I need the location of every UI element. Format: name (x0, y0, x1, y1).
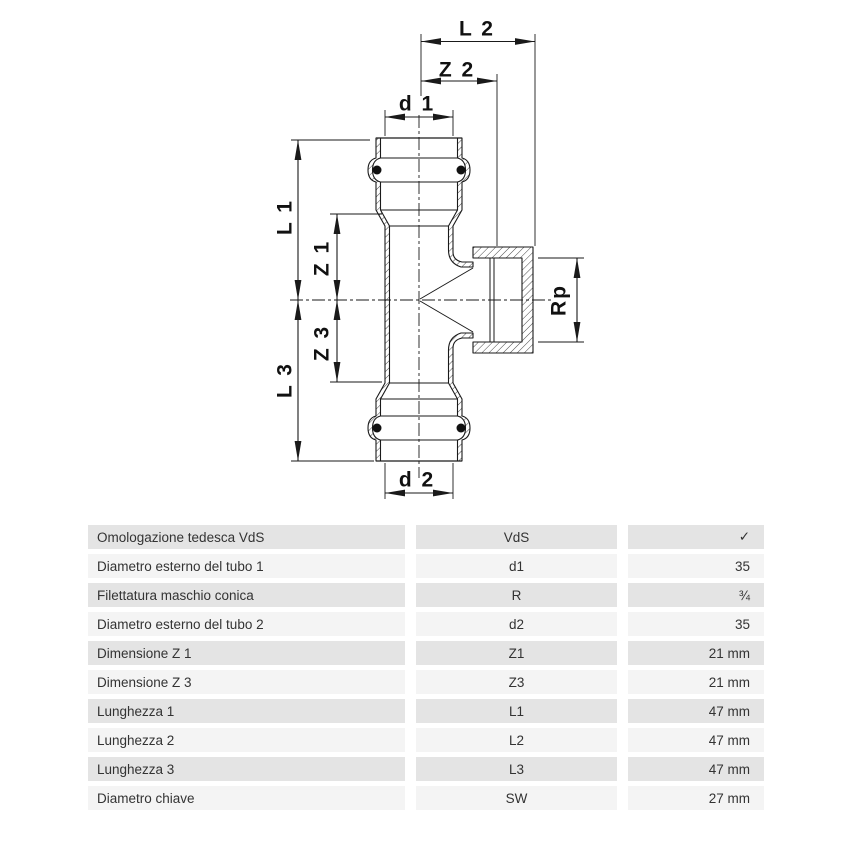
row-value: 27 mm (628, 786, 764, 810)
table-row (88, 554, 764, 578)
row-symbol: Z1 (416, 641, 617, 665)
table-row (88, 641, 764, 665)
row-label: Lunghezza 2 (88, 728, 405, 752)
row-label: Lunghezza 3 (88, 757, 405, 781)
right-wall-lower (449, 333, 474, 461)
label-d1: d 1 (398, 92, 436, 116)
row-symbol: R (416, 583, 617, 607)
label-z1: Z 1 (310, 239, 334, 277)
row-symbol: L1 (416, 699, 617, 723)
label-rp: Rp (547, 284, 571, 316)
label-l2: L 2 (459, 17, 495, 41)
label-z3: Z 3 (310, 324, 334, 362)
left-wall (368, 138, 390, 461)
row-label: Omologazione tedesca VdS (88, 525, 405, 549)
row-value: 35 (628, 554, 764, 578)
row-value: ¾ (628, 583, 764, 607)
table-row (88, 699, 764, 723)
row-label: Diametro esterno del tubo 1 (88, 554, 405, 578)
table-row (88, 786, 764, 810)
row-value: 47 mm (628, 728, 764, 752)
row-label: Dimensione Z 3 (88, 670, 405, 694)
row-label: Filettatura maschio conica (88, 583, 405, 607)
row-label: Diametro esterno del tubo 2 (88, 612, 405, 636)
row-label: Dimensione Z 1 (88, 641, 405, 665)
oring-bottom-right (457, 424, 466, 433)
table-row (88, 670, 764, 694)
label-l3: L 3 (273, 362, 297, 398)
row-symbol: Z3 (416, 670, 617, 694)
row-symbol: SW (416, 786, 617, 810)
row-symbol: VdS (416, 525, 617, 549)
row-symbol: d1 (416, 554, 617, 578)
row-label: Lunghezza 1 (88, 699, 405, 723)
table-row (88, 583, 764, 607)
oring-top-right (457, 166, 466, 175)
label-d2: d 2 (398, 468, 436, 492)
table-row (88, 728, 764, 752)
row-value: 35 (628, 612, 764, 636)
row-label: Diametro chiave (88, 786, 405, 810)
row-symbol: L2 (416, 728, 617, 752)
row-value: 47 mm (628, 699, 764, 723)
row-value: 21 mm (628, 670, 764, 694)
row-symbol: L3 (416, 757, 617, 781)
oring-bottom-left (373, 424, 382, 433)
extension-lines (291, 34, 584, 499)
label-z2: Z 2 (438, 58, 476, 82)
row-value: 47 mm (628, 757, 764, 781)
oring-top-left (373, 166, 382, 175)
table-row (88, 757, 764, 781)
fitting-body (368, 138, 533, 461)
row-value: 21 mm (628, 641, 764, 665)
table-row (88, 525, 764, 549)
row-symbol: d2 (416, 612, 617, 636)
row-value: ✓ (628, 525, 764, 549)
centerlines (290, 115, 552, 478)
table-row (88, 612, 764, 636)
label-l1: L 1 (273, 199, 297, 235)
right-wall-upper (449, 138, 474, 267)
spec-table (88, 525, 764, 815)
